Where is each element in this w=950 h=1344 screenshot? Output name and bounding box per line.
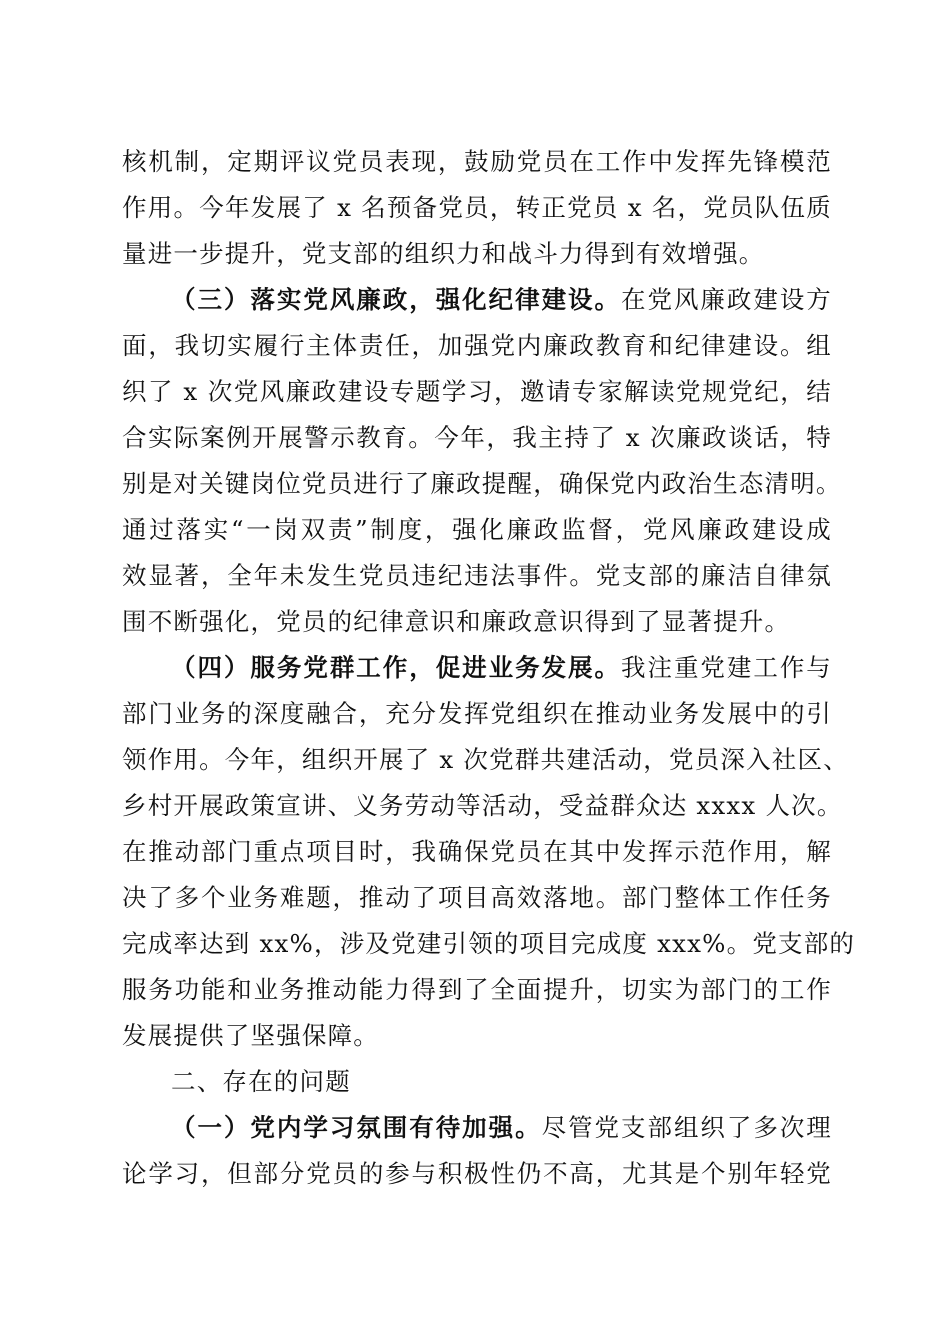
- body-text-line: 完成率达到 xx%，涉及党建引领的项目完成度 xxx%。党支部的: [122, 929, 856, 958]
- paragraph-heading: （四）服务党群工作，促进业务发展。: [171, 653, 621, 682]
- body-text-fragment: 尽管党支部组织了多次理: [541, 1113, 832, 1142]
- paragraph-heading: （一）党内学习氛围有待加强。: [171, 1113, 542, 1142]
- body-text-line: 别是对关键岗位党员进行了廉政提醒，确保党内政治生态清明。: [122, 469, 842, 498]
- body-text-line: 面，我切实履行主体责任，加强党内廉政教育和纪律建设。组: [122, 331, 832, 360]
- body-text-line: 核机制，定期评议党员表现，鼓励党员在工作中发挥先锋模范: [122, 147, 832, 176]
- body-text-line: 论学习，但部分党员的参与积极性仍不高，尤其是个别年轻党: [122, 1159, 832, 1188]
- paragraph-heading: （三）落实党风廉政，强化纪律建设。: [171, 285, 621, 314]
- body-text-line: 合实际案例开展警示教育。今年，我主持了 x 次廉政谈话，特: [122, 423, 832, 452]
- paragraph-heading-line: [171, 277, 832, 323]
- body-text-line: 通过落实“一岗双责”制度，强化廉政监督，党风廉政建设成: [122, 515, 832, 544]
- body-text-line: 量进一步提升，党支部的组织力和战斗力得到有效增强。: [122, 239, 765, 268]
- body-text-line: 服务功能和业务推动能力得到了全面提升，切实为部门的工作: [122, 975, 832, 1004]
- section-heading: 二、存在的问题: [171, 1067, 351, 1096]
- body-text-line: 织了 x 次党风廉政建设专题学习，邀请专家解读党规党纪，结: [122, 377, 832, 406]
- body-text-line: 效显著，全年未发生党员违纪违法事件。党支部的廉洁自律氛: [122, 561, 832, 590]
- body-text-line: 领作用。今年，组织开展了 x 次党群共建活动，党员深入社区、: [122, 745, 849, 774]
- paragraph-heading-line: [171, 1105, 832, 1151]
- body-text-line: 发展提供了坚强保障。: [122, 1021, 379, 1050]
- body-text-line: 在推动部门重点项目时，我确保党员在其中发挥示范作用，解: [122, 837, 832, 866]
- paragraph-heading-line: [171, 645, 832, 691]
- body-text-line: 作用。今年发展了 x 名预备党员，转正党员 x 名，党员队伍质: [122, 193, 832, 222]
- body-text-line: 部门业务的深度融合，充分发挥党组织在推动业务发展中的引: [122, 699, 832, 728]
- body-text-line: 决了多个业务难题，推动了项目高效落地。部门整体工作任务: [122, 883, 832, 912]
- body-text-line: 围不断强化，党员的纪律意识和廉政意识得到了显著提升。: [122, 607, 791, 636]
- body-text-fragment: 我注重党建工作与: [621, 653, 832, 682]
- body-text-line: 乡村开展政策宣讲、义务劳动等活动，受益群众达 xxxx 人次。: [122, 791, 843, 820]
- body-text-fragment: 在党风廉政建设方: [621, 285, 832, 314]
